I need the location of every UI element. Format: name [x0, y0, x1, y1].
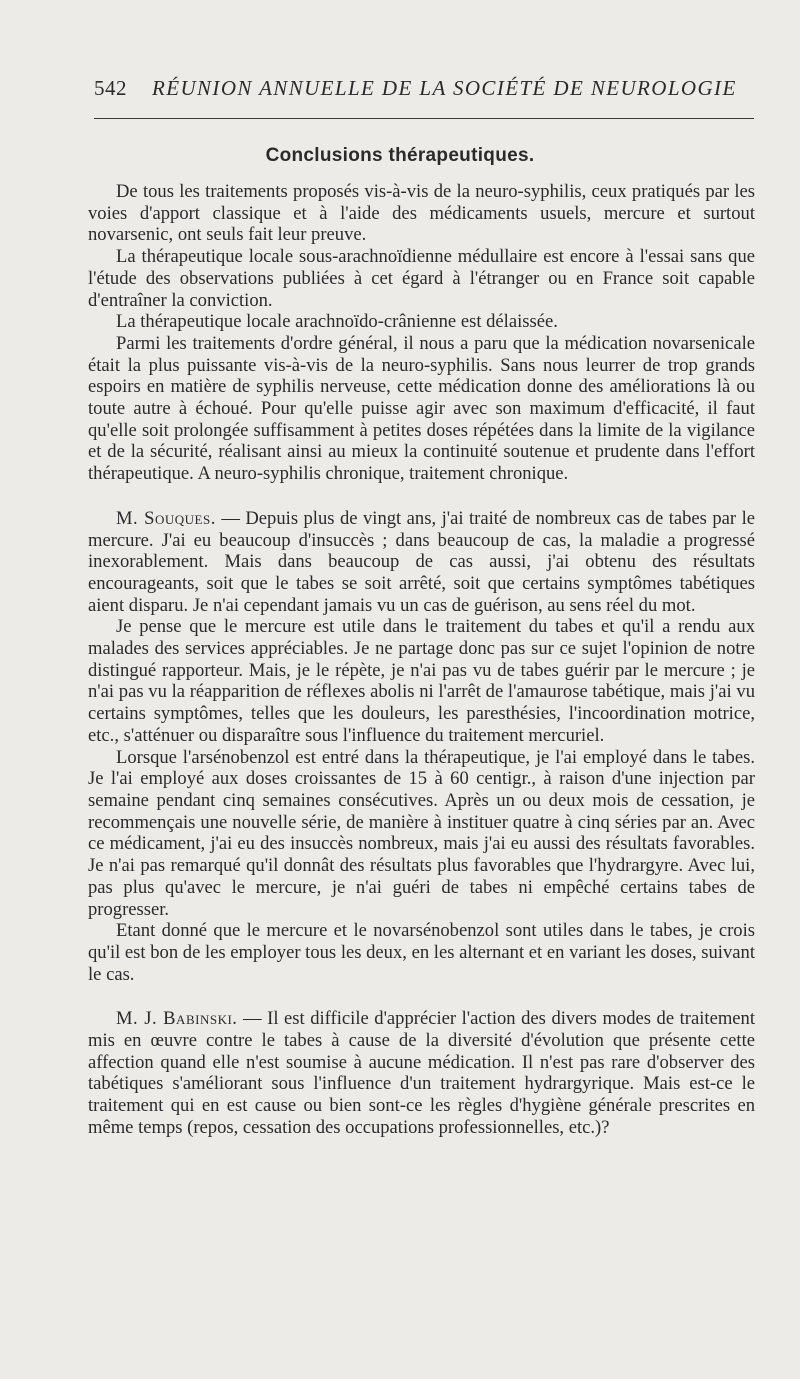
- speaker-name: M. Souques.: [116, 507, 216, 529]
- babinski-paragraph: [88, 1008, 755, 1138]
- souques-paragraph: Etant donné que le mercure et le novarsénobenzol sont utiles dans le tabes, je crois qu'il est bon de les employer tous les deux, en les alternant et en variant les doses, suivant le cas.: [88, 920, 755, 985]
- conclusion-paragraph: La thérapeutique locale arachnoïdo-crânienne est délaissée.: [116, 311, 558, 333]
- souques-paragraph: Je pense que le mercure est utile dans le traitement du tabes et qu'il a rendu aux malades des services appréciables. Je ne partage donc pas sur ce sujet l'opinion de notre distingué rapporteur. Mais, je le répète, je n'ai pas vu de tabes guérir par le mercure ; je n'ai pas vu la réapparition de réflexes abolis ni l'arrêt de l'amaurose tabétique, mais j'ai vu certains symptômes, telles que les douleurs, les paresthésies, l'incoordination motrice, etc., s'atténuer ou disparaître sous l'influence du traitement mercuriel.: [88, 616, 755, 746]
- speaker-text: — Il est difficile d'apprécier l'action des divers modes de traitement mis en œuvre contre le tabes à cause de la diversité d'évolution que présente cette affection quand elle n'est soumise à aucune médication. Il n'est pas rare d'observer des tabétiques s'améliorant sous l'influence d'un traitement hydrargyrique. Mais est-ce le traitement qui en est cause ou bien sont-ce les règles d'hygiène générale prescrites en même temps (repos, cessation des occupations professionnelles, etc.)?: [88, 1008, 755, 1138]
- speaker-name: M. J. Babinski.: [116, 1008, 238, 1030]
- souques-paragraph: [88, 508, 755, 617]
- running-title: RÉUNION ANNUELLE DE LA SOCIÉTÉ DE NEUROLOGIE: [152, 76, 737, 100]
- section-heading: Conclusions thérapeutiques.: [265, 145, 535, 166]
- running-header: [94, 76, 764, 101]
- speaker-text: — Depuis plus de vingt ans, j'ai traité de nombreux cas de tabes par le mercure. J'ai eu beaucoup d'insuccès ; dans beaucoup de cas, la maladie a progressé inexorablement. Mais dans beaucoup de cas aussi, j'ai obtenu des résultats encourageants, soit que le tabes se soit arrêté, soit que certains symptômes tabétiques aient disparu. Je n'ai cependant jamais vu un cas de guérison, au sens réel du mot.: [88, 507, 755, 616]
- page-number: 542: [94, 76, 127, 100]
- conclusion-paragraph: Parmi les traitements d'ordre général, il nous a paru que la médication novarsenicale était la plus puissante vis-à-vis de la neuro-syphilis. Sans nous leurrer de trop grands espoirs en matière de syphilis nerveuse, cette médication donne des améliorations là ou toute autre à échoué. Pour qu'elle puisse agir avec son maximum d'efficacité, il faut qu'elle soit prolongée suffisamment à petites doses répétées dans la limite de la vigilance et de la sécurité, réalisant ainsi au mieux la continuité soutenue et prudente dans l'effort thérapeutique. A neuro-syphilis chronique, traitement chronique.: [88, 332, 755, 485]
- souques-paragraph: Lorsque l'arsénobenzol est entré dans la thérapeutique, je l'ai employé dans le tabes. Je l'ai employé aux doses croissantes de 15 à 60 centigr., à raison d'une injection par semaine pendant cinq semaines consécutives. Après un ou deux mois de cessation, je recommençais une nouvelle série, de manière à instituer quatre à cinq séries par an. Avec ce médicament, j'ai eu des insuccès nombreux, mais j'ai eu aussi des résultats favorables. Je n'ai pas remarqué qu'il donnât des résultats plus favorables que l'hydrargyre. Avec lui, pas plus qu'avec le mercure, je n'ai guéri de tabes ni empêché certains tabes de progresser.: [88, 746, 755, 920]
- conclusion-paragraph: La thérapeutique locale sous-arachnoïdienne médullaire est encore à l'essai sans que l'étude des observations publiées à cet égard à l'étranger ou en France soit capable d'entraîner la conviction.: [88, 246, 755, 311]
- body-text: [88, 181, 755, 1139]
- conclusion-paragraph: De tous les traitements proposés vis-à-vis de la neuro-syphilis, ceux pratiqués par les voies d'apport classique et à l'aide des médicaments usuels, mercure et surtout novarsenic, ont seuls fait leur preuve.: [88, 181, 755, 246]
- header-rule: [94, 118, 754, 119]
